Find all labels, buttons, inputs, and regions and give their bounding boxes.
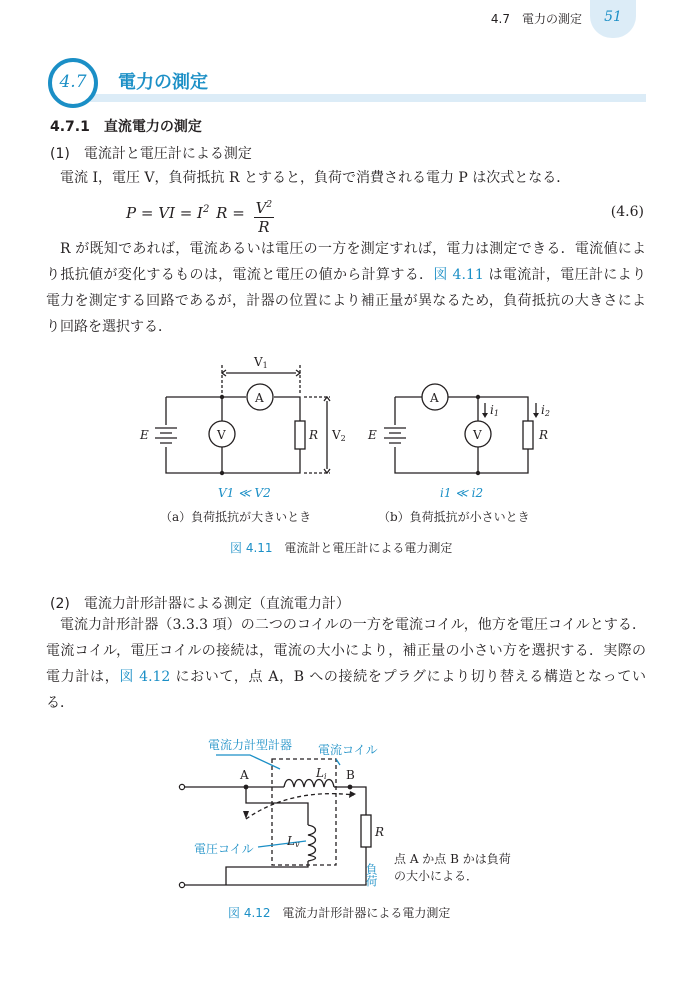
voltage-coil-wires — [226, 787, 308, 885]
part1-heading: (1) 電流計と電圧計による測定 — [50, 146, 252, 162]
circuit-a-battery — [155, 428, 177, 443]
circuit-b-resistor-label: R — [539, 428, 549, 442]
circuit-a-v1-label: V1 — [254, 355, 268, 370]
figure-4-11-label: 図 4.11 — [230, 541, 273, 555]
running-header — [0, 0, 700, 46]
part2-paragraph-text-1: 電流力計形計器（3.3.3 項）の二つのコイルの一方を電流コイル，他方を電圧コイルとする．電流コイル，電圧コイルの接続は，電流の大小により，補正量の小さい方を選択する．実際の電力計は， — [46, 617, 646, 685]
fraction-denominator: R — [258, 218, 270, 236]
plug-arrowhead — [349, 791, 356, 798]
part1-intro: 電流 I，電圧 V，負荷抵抗 R とすると，負荷で消費される電力 P は次式となる． — [60, 170, 571, 186]
load-label: 負荷 — [364, 863, 378, 887]
circuit-b-i2-label: i2 — [541, 403, 550, 418]
load-resistor-label: R — [375, 825, 385, 839]
part1-paragraph — [46, 236, 646, 340]
current-coil-inductance-label: Li — [316, 766, 327, 781]
circuit-b-resistor — [523, 421, 533, 449]
terminal-top — [179, 784, 184, 789]
circuit-a-resistor-label: R — [309, 428, 319, 442]
circuit-b-i1-label: i1 — [490, 403, 499, 418]
circuit-a-source-label: E — [140, 428, 149, 442]
circuit-b-battery — [384, 428, 406, 443]
page-number: 51 — [604, 9, 622, 25]
section-title: 電力の測定 — [118, 72, 208, 93]
equation-mid: R = — [216, 204, 245, 222]
equation-lhs: P = VI = I — [126, 204, 203, 222]
figure-4-12-label: 図 4.12 — [228, 906, 271, 920]
fraction-numerator-sup: 2 — [266, 200, 273, 210]
circuit-b-node-bottom — [476, 471, 480, 475]
meter-label: 電流力計型計器 — [208, 738, 293, 752]
circuit-a-v2-label: V2 — [332, 428, 346, 443]
subsection-heading: 4.7.1 直流電力の測定 — [50, 119, 202, 135]
part2-paragraph-text-2: において，点 A，B への接続をプラグにより切り替える構造となっている． — [46, 669, 647, 711]
circuit-b-condition: i1 ≪ i2 — [440, 486, 484, 500]
circuit-b-voltmeter-label: V — [473, 428, 482, 442]
figure-4-12-reference[interactable]: 図 4.12 — [119, 669, 171, 685]
circuit-b-caption: （b）負荷抵抗が小さいとき — [378, 510, 530, 524]
current-coil-label: 電流コイル — [318, 743, 378, 757]
voltage-coil-label: 電圧コイル — [194, 842, 254, 856]
part2-paragraph — [46, 612, 646, 716]
terminal-bottom — [179, 882, 184, 887]
switch-note-line-2: の大小による． — [394, 869, 479, 883]
running-header-section: 4.7 電力の測定 — [490, 12, 582, 26]
circuit-a-node-top — [220, 395, 224, 399]
circuit-a-condition: V1 ≪ V2 — [218, 486, 271, 500]
circuit-a-resistor — [295, 421, 305, 449]
circuit-b-node-top — [476, 395, 480, 399]
voltage-coil-symbol — [308, 825, 316, 861]
figure-4-11-caption-text: 電流計と電圧計による電力測定 — [284, 541, 453, 555]
meter-label-leader — [216, 755, 280, 769]
figure-4-11-caption — [230, 539, 452, 556]
figure-4-11-diagram — [0, 345, 700, 545]
part1-paragraph-text-2: は電流計，電圧計により電力を測定する回路であるが，計器の位置により補正量が異なるため，負荷抵抗の大きさにより回路を選択する． — [46, 267, 647, 335]
circuit-a-ammeter-label: A — [255, 391, 264, 405]
switch-note-line-1: 点 A か点 B かは負荷 — [394, 852, 511, 866]
circuit-b-ammeter-label: A — [430, 391, 439, 405]
page-number-tab — [590, 0, 636, 38]
section-heading-bar — [90, 94, 646, 102]
equation-number: (4.6) — [610, 204, 644, 220]
point-a-label: A — [240, 768, 249, 782]
load-resistor — [361, 815, 371, 847]
equation-fraction — [254, 196, 275, 236]
equation-sup: 2 — [203, 204, 210, 215]
circuit-a-node-bottom — [220, 471, 224, 475]
figure-4-12-diagram — [0, 735, 700, 905]
point-b-label: B — [346, 768, 355, 782]
section-number: 4.7 — [59, 72, 87, 92]
figure2-main-wires — [184, 787, 366, 885]
voltage-coil-inductance-label: Lv — [287, 834, 300, 849]
part1-paragraph-text-1: R が既知であれば，電流あるいは電圧の一方を測定すれば，電力は測定できる．電流値により抵抗値が変化するものは，電流と電圧の値から計算する． — [46, 241, 646, 283]
circuit-a-voltmeter-label: V — [217, 428, 226, 442]
part2-heading: (2) 電流力計形計器による測定（直流電力計） — [50, 596, 350, 612]
point-a-node — [244, 785, 249, 790]
circuit-b-source-label: E — [368, 428, 377, 442]
figure-4-12-caption-text: 電流力計形計器による電力測定 — [282, 906, 451, 920]
equation-4-6 — [126, 196, 274, 236]
circuit-b-wires — [395, 397, 528, 473]
plug-switch-dashed-arrow — [246, 794, 354, 819]
figure-4-11-reference[interactable]: 図 4.11 — [433, 267, 484, 283]
point-b-node — [348, 785, 353, 790]
circuit-a-caption: （a）負荷抵抗が大きいとき — [160, 510, 312, 524]
figure-4-12-caption — [228, 904, 450, 921]
fraction-numerator: V — [255, 199, 267, 217]
section-number-badge — [48, 58, 98, 108]
